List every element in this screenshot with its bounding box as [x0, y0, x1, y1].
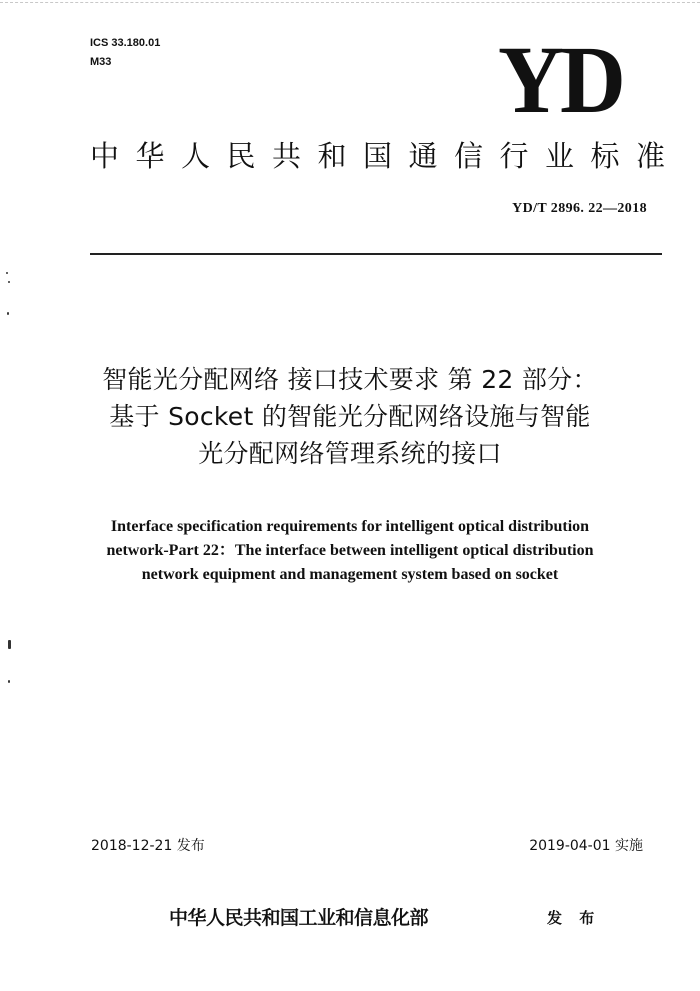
- scan-speck: [8, 640, 11, 649]
- header-divider: [90, 253, 662, 255]
- publish-date: 2018-12-21 发布: [91, 838, 205, 854]
- standard-code: YD/T 2896. 22—2018: [512, 201, 647, 216]
- issued-label: 发 布: [547, 909, 601, 927]
- classification-block: [90, 34, 160, 72]
- scan-top-edge: [0, 2, 700, 3]
- issuing-authority: 中华人民共和国工业和信息化部: [169, 907, 429, 929]
- chinese-title: [40, 361, 660, 472]
- standard-type-title: 中华人民共和国通信行业标准: [90, 139, 682, 173]
- chinese-title-line-3: 光分配网络管理系统的接口: [198, 439, 502, 468]
- english-title-line-2: network-Part 22：The interface between intelligent optical distribution: [106, 542, 594, 559]
- english-title-line-1: Interface specification requirements for intelligent optical distribution: [110, 518, 590, 535]
- scan-speck: [8, 680, 10, 683]
- chinese-title-line-2: 基于 Socket 的智能光分配网络设施与智能: [109, 402, 591, 431]
- scan-speck: [8, 281, 10, 283]
- yd-logo: YD: [498, 26, 623, 133]
- chinese-title-line-1: 智能光分配网络 接口技术要求 第 22 部分：: [102, 365, 598, 394]
- scan-speck: [7, 312, 9, 315]
- category-code: M33: [90, 56, 112, 68]
- scan-speck: [6, 272, 8, 274]
- english-title-line-3: network equipment and management system based on socket: [141, 566, 559, 583]
- implement-date: 2019-04-01 实施: [529, 838, 643, 854]
- ics-code: ICS 33.180.01: [90, 37, 161, 49]
- english-title: [40, 515, 660, 587]
